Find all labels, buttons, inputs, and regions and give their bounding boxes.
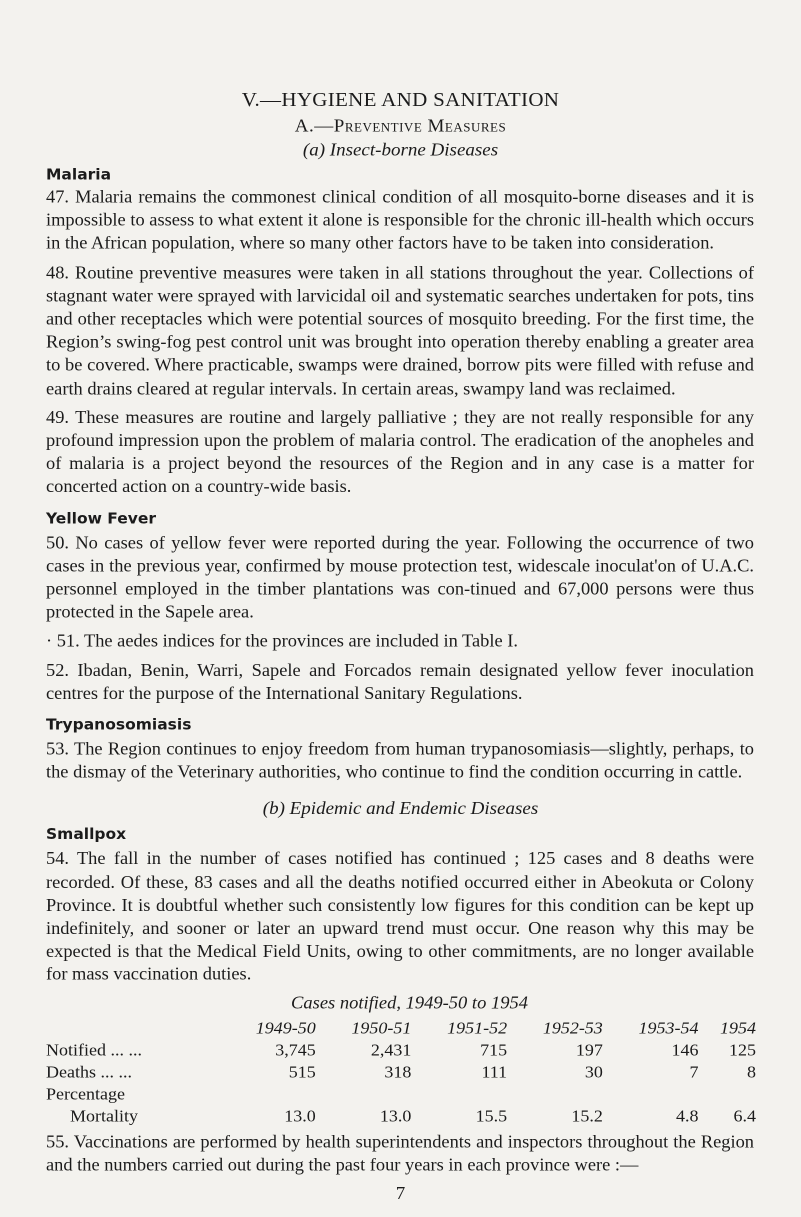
table-caption: Cases notified, 1949-50 to 1954 bbox=[291, 993, 528, 1013]
paragraph-54: 54. The fall in the number of cases notified has continued ; 125 cases and 8 deaths were recorded. Of these, 83 cases and all the deaths notified occurred either in Abeokuta or Colony Province. It is doubtful whether such consistently low figures for this condition can be kept up indefinitely, and sooner or later an upward trend must occur. One reason why this may be expected is that the Medical Field Units, owing to other commitments, are no longer available for mass vaccination duties. bbox=[46, 848, 754, 985]
table-cell: 515 bbox=[288, 1061, 316, 1082]
paragraph-51: · 51. The aedes indices for the provinces are included in Table I. bbox=[46, 631, 518, 651]
row-label: Mortality bbox=[70, 1105, 138, 1126]
document-page bbox=[0, 3, 801, 1205]
table-row bbox=[46, 1104, 756, 1126]
paragraph-49: 49. These measures are routine and largely palliative ; they are not really responsible for any profound impression upon the problem of malaria control. The eradication of the anopheles and of malaria is a project beyond the resources of the Region and in any case is a matter for concerted action on a country-wide basis. bbox=[46, 407, 754, 497]
section-heading: V.—HYGIENE AND SANITATION bbox=[241, 87, 560, 111]
paragraph-52: 52. Ibadan, Benin, Warri, Sapele and Forcados remain designated yellow fever inoculation centres for the purpose of the International Sanitary Regulations. bbox=[46, 660, 754, 703]
table-cell: 15.2 bbox=[571, 1105, 603, 1126]
paragraph-48: 48. Routine preventive measures were taken in all stations throughout the year. Collections of stagnant water were sprayed with larvicidal oil and systematic searches undertaken for pots, tins and other receptacles which were potential sources of mosquito breeding. For the first time, the Region’s swing-fog pest control unit was brought into operation thereby enabling a greater area to be covered. Where practicable, swamps were drained, borrow pits were filled with refuse and earth drains cleared at regular intervals. In certain areas, swampy land was reclaimed. bbox=[46, 262, 754, 398]
paragraph-50: 50. No cases of yellow fever were reported during the year. Following the occurrence of two cases in the previous year, confirmed by mouse protection test, widescale inoculat'on of U.A.C. personnel employed in the timber plantations was con-tinued and 67,000 persons were thus protected in the Sapele area. bbox=[46, 532, 754, 622]
page-number: 7 bbox=[395, 1183, 406, 1205]
table-row bbox=[46, 1082, 756, 1104]
table-cell: 13.0 bbox=[284, 1105, 316, 1126]
table-cell: 8 bbox=[747, 1061, 756, 1082]
table-row bbox=[46, 1038, 756, 1060]
table-cell: 15.5 bbox=[475, 1105, 508, 1126]
table-cell: 715 bbox=[480, 1039, 508, 1059]
table-cell: 111 bbox=[481, 1061, 508, 1082]
yellow-fever-heading: Yellow Fever bbox=[46, 509, 157, 528]
table-cell: 146 bbox=[671, 1039, 699, 1059]
cases-table bbox=[46, 1016, 756, 1126]
year-header: 1952-53 bbox=[542, 1017, 603, 1037]
smallpox-heading: Smallpox bbox=[46, 825, 127, 844]
table-cell: 197 bbox=[575, 1039, 603, 1059]
row-label: Percentage bbox=[46, 1083, 125, 1104]
subsection-heading: A.—Preventive Measures bbox=[294, 116, 507, 137]
year-header: 1953-54 bbox=[638, 1017, 699, 1037]
paragraph-55: 55. Vaccinations are performed by health superintendents and inspectors throughout the Region and the numbers carried out during the past four years in each province were :— bbox=[46, 1131, 754, 1175]
table-row bbox=[46, 1060, 756, 1082]
year-header: 1954 bbox=[720, 1017, 756, 1037]
paragraph-53: 53. The Region continues to enjoy freedom from human trypanosomiasis—slightly, perhaps, to the dismay of the Veterinary authorities, who continue to find the condition occurring in cattle. bbox=[46, 739, 754, 782]
table-cell: 13.0 bbox=[379, 1105, 412, 1126]
table-cell: 4.8 bbox=[676, 1105, 699, 1126]
table-cell: 6.4 bbox=[733, 1105, 756, 1126]
row-label: Notified ... ... bbox=[46, 1039, 142, 1059]
table-cell: 3,745 bbox=[275, 1039, 316, 1059]
table-cell: 318 bbox=[384, 1061, 412, 1082]
row-label: Deaths ... ... bbox=[46, 1061, 132, 1082]
year-header: 1949-50 bbox=[255, 1017, 316, 1037]
subsubsection-heading: (a) Insect-borne Diseases bbox=[302, 140, 499, 161]
epidemic-heading: (b) Epidemic and Endemic Diseases bbox=[262, 799, 539, 820]
table-cell: 2,431 bbox=[370, 1039, 412, 1059]
malaria-heading: Malaria bbox=[46, 166, 112, 184]
table-cell: 30 bbox=[584, 1061, 603, 1082]
table-cell: 125 bbox=[729, 1039, 756, 1059]
table-cell: 7 bbox=[689, 1061, 699, 1082]
table-header-row bbox=[46, 1016, 756, 1038]
year-header: 1951-52 bbox=[447, 1017, 508, 1037]
paragraph-47: 47. Malaria remains the commonest clinical condition of all mosquito-borne diseases and it is impossible to assess to what extent it alone is responsible for the chronic ill-health which occurs in the African population, where so many other factors have to be taken into consideration. bbox=[46, 187, 754, 253]
year-header: 1950-51 bbox=[351, 1017, 412, 1037]
trypanosomiasis-heading: Trypanosomiasis bbox=[46, 716, 192, 734]
